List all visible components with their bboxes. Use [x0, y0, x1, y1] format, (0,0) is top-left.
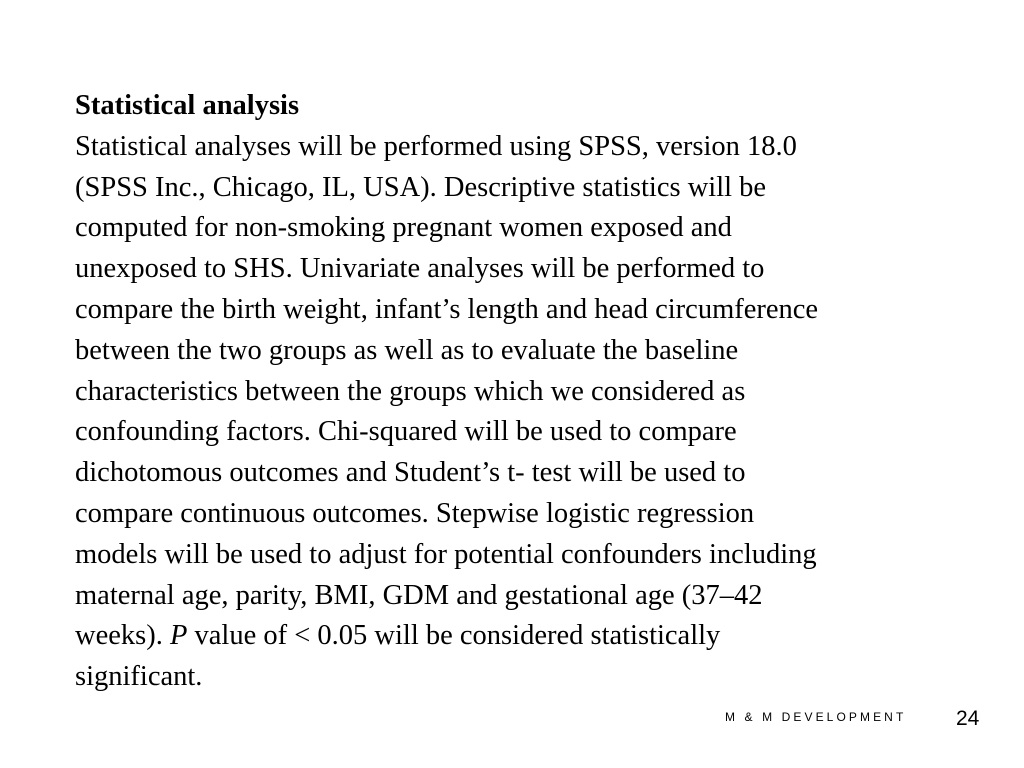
paragraph-line-8: confounding factors. Chi-squared will be used to compare	[75, 416, 737, 448]
section-heading: Statistical analysis	[75, 90, 300, 121]
line-13-suffix: value of < 0.05 will be considered statistically	[187, 620, 721, 652]
paragraph-line-9: dichotomous outcomes and Student’s t- test will be used to	[75, 457, 746, 489]
paragraph-line-12: maternal age, parity, BMI, GDM and gestational age (37–42	[75, 579, 763, 611]
paragraph-line-13	[75, 616, 975, 657]
paragraph-line-3: computed for non-smoking pregnant women exposed and	[75, 212, 732, 244]
slide-body	[75, 86, 975, 698]
paragraph-line-6: between the two groups as well as to evaluate the baseline	[75, 334, 739, 366]
paragraph-line-4: unexposed to SHS. Univariate analyses will be performed to	[75, 253, 765, 285]
paragraph-line-10: compare continuous outcomes. Stepwise logistic regression	[75, 497, 755, 529]
paragraph-line-14: significant.	[75, 661, 203, 693]
paragraph-line-11: models will be used to adjust for potential confounders including	[75, 538, 817, 570]
page-number: 24	[956, 707, 980, 730]
line-13-prefix: weeks).	[75, 620, 170, 652]
paragraph-line-7: characteristics between the groups which we considered as	[75, 375, 746, 407]
paragraph-line-5: compare the birth weight, infant’s length and head circumference	[75, 293, 819, 325]
p-value-symbol: P	[169, 620, 188, 652]
paragraph-line-1: Statistical analyses will be performed using SPSS, version 18.0	[75, 130, 797, 162]
footer-brand: M & M DEVELOPMENT	[725, 710, 907, 724]
paragraph-line-2: (SPSS Inc., Chicago, IL, USA). Descriptive statistics will be	[75, 171, 767, 203]
